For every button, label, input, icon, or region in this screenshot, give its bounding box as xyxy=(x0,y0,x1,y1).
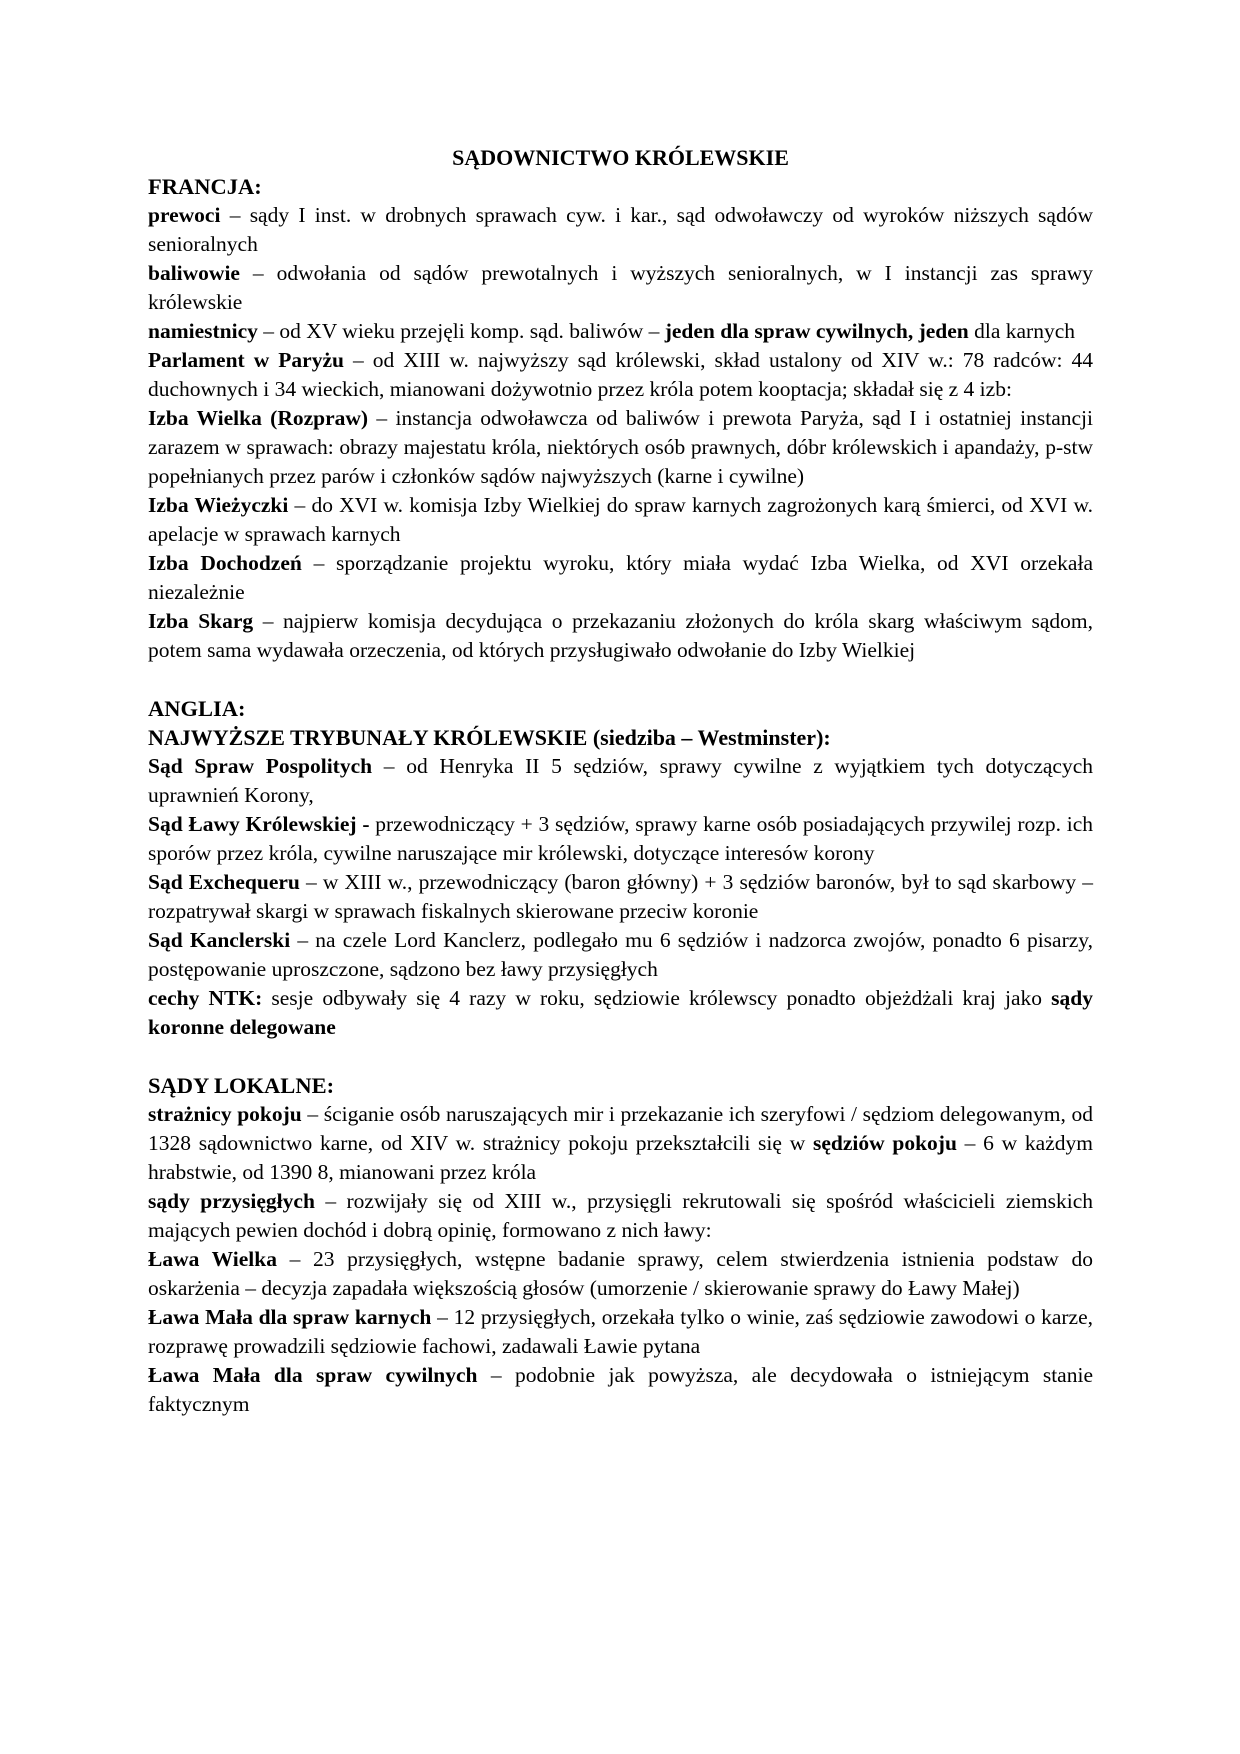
entry-term: Sąd Ławy Królewskiej - xyxy=(148,812,370,836)
entry-term: Sąd Exchequeru xyxy=(148,870,300,894)
entry-text: – do XVI w. komisja Izby Wielkiej do spraw karnych zagrożonych karą śmierci, od XVI w. apelacje w sprawach karnych xyxy=(148,493,1093,546)
entry-text: – ściganie osób naruszających mir i przekazanie ich szeryfowi / sędziom delegowanym, od 1328 sądownictwo karne, od XIV w. strażnicy pokoju przekształcili się w xyxy=(148,1102,1094,1155)
section-spacer xyxy=(148,665,1093,694)
entry-straznicy-pokoju xyxy=(148,1100,1093,1187)
entry-lawa-mala-karne xyxy=(148,1303,1093,1361)
section-heading-francja: FRANCJA: xyxy=(148,174,262,199)
entry-text: – od Henryka II 5 sędziów, sprawy cywilne z wyjątkiem tych dotyczących uprawnień Korony, xyxy=(148,754,1093,807)
entry-term: Parlament w Paryżu xyxy=(148,348,344,372)
subheading-trybunaly: NAJWYŻSZE TRYBUNAŁY KRÓLEWSKIE (siedziba – Westminster): xyxy=(148,725,831,750)
entry-sady-przysieglych xyxy=(148,1187,1093,1245)
entry-text: – podobnie jak powyższa, ale decydowała o istniejącym stanie faktycznym xyxy=(148,1363,1093,1416)
entry-lawa-mala-cywilne xyxy=(148,1361,1093,1419)
entry-term: Izba Dochodzeń xyxy=(148,551,302,575)
section-francja xyxy=(148,172,1093,665)
entry-text: – 23 przysięgłych, wstępne badanie sprawy, celem stwierdzenia istnienia podstaw do oskarżenia – decyzja zapadała większością głosów (umorzenie / skierowanie sprawy do Ławy Małej) xyxy=(148,1247,1093,1300)
entry-term: cechy NTK: xyxy=(148,986,263,1010)
entry-text: – sądy I inst. w drobnych sprawach cyw. i kar., sąd odwoławczy od wyroków niższych sądów senioralnych xyxy=(148,203,1093,256)
entry-term: sądy przysięgłych xyxy=(148,1189,315,1213)
section-anglia xyxy=(148,694,1093,1042)
section-sady-lokalne xyxy=(148,1071,1093,1419)
entry-izba-wielka xyxy=(148,404,1093,491)
entry-text: – od XIII w. najwyższy sąd królewski, skład ustalony od XIV w.: 78 radców: 44 duchownych i 34 wieckich, mianowani dożywotnio przez króla potem kooptacja; składał się z 4 izb: xyxy=(148,348,1094,401)
entry-term: Izba Skarg xyxy=(148,609,254,633)
entry-baliwowie xyxy=(148,259,1093,317)
entry-term: Ława Wielka xyxy=(148,1247,277,1271)
entry-emphasis: sądy koronne delegowane xyxy=(148,986,1093,1039)
entry-sad-spraw-pospolitych xyxy=(148,752,1093,810)
entry-izba-dochodzen xyxy=(148,549,1093,607)
document-page xyxy=(148,144,1093,1419)
entry-izba-skarg xyxy=(148,607,1093,665)
entry-text: – rozwijały się od XIII w., przysięgli rekrutowali się spośród właścicieli ziemskich mających pewien dochód i dobrą opinię, formowano z nich ławy: xyxy=(148,1189,1093,1242)
section-heading-sady-lokalne: SĄDY LOKALNE: xyxy=(148,1073,335,1098)
entry-term: namiestnicy xyxy=(148,319,258,343)
section-spacer xyxy=(148,1042,1093,1071)
entry-term: Izba Wielka (Rozpraw) xyxy=(148,406,369,430)
entry-term: baliwowie xyxy=(148,261,240,285)
entry-sad-exchequeru xyxy=(148,868,1093,926)
entry-text: – w XIII w., przewodniczący (baron główny) + 3 sędziów baronów, był to sąd skarbowy – rozpatrywał skargi w sprawach fiskalnych skierowane przeciw koronie xyxy=(148,870,1093,923)
entry-text: – od XV wieku przejęli komp. sąd. baliwów – xyxy=(257,319,665,343)
entry-emphasis: sędziów pokoju xyxy=(812,1131,957,1155)
entry-emphasis: jeden dla spraw cywilnych, jeden xyxy=(664,319,969,343)
entry-term: Ława Mała dla spraw karnych xyxy=(148,1305,432,1329)
entry-text: – odwołania od sądów prewotalnych i wyższych senioralnych, w I instancji zas sprawy królewskie xyxy=(148,261,1093,314)
entry-prewoci xyxy=(148,201,1093,259)
entry-text: sesje odbywały się 4 razy w roku, sędziowie królewscy ponadto objeżdżali kraj jako xyxy=(262,986,1052,1010)
entry-term: Izba Wieżyczki xyxy=(148,493,289,517)
entry-lawa-wielka xyxy=(148,1245,1093,1303)
entry-text: – instancja odwoławcza od baliwów i prewota Paryża, sąd I i ostatniej instancji zarazem w sprawach: obrazy majestatu króla, niektórych osób prawnych, dóbr królewskich i apandaży, p-stw popełnianych przez parów i członków sądów najwyższych (karne i cywilne) xyxy=(148,406,1094,488)
entry-izba-wiezyczki xyxy=(148,491,1093,549)
entry-text: – 12 przysięgłych, orzekała tylko o winie, zaś sędziowie zawodowi o karze, rozprawę prowadzili sędziowie fachowi, zadawali Ławie pytana xyxy=(148,1305,1093,1358)
entry-tail: dla karnych xyxy=(968,319,1075,343)
entry-term: prewoci xyxy=(148,203,221,227)
entry-sad-lawy-krolewskiej xyxy=(148,810,1093,868)
entry-term: strażnicy pokoju xyxy=(148,1102,302,1126)
entry-text: – najpierw komisja decydująca o przekazaniu złożonych do króla skarg właściwym sądom, potem sama wydawała orzeczenia, od których przysługiwało odwołanie do Izby Wielkiej xyxy=(148,609,1093,662)
entry-term: Ława Mała dla spraw cywilnych xyxy=(148,1363,478,1387)
entry-text: – na czele Lord Kanclerz, podlegało mu 6 sędziów i nadzorca zwojów, ponadto 6 pisarzy, postępowanie uproszczone, sądzono bez ławy przysięgłych xyxy=(148,928,1094,981)
entry-text: przewodniczący + 3 sędziów, sprawy karne osób posiadających przywilej rozp. ich sporów przez króla, cywilne naruszające mir królewski, dotyczące interesów korony xyxy=(148,812,1093,865)
entry-namiestnicy xyxy=(148,317,1093,346)
entry-term: Sąd Spraw Pospolitych xyxy=(148,754,373,778)
entry-sad-kanclerski xyxy=(148,926,1093,984)
entry-tail: – 6 w każdym hrabstwie, od 1390 8, mianowani przez króla xyxy=(148,1131,1093,1184)
entry-text: – sporządzanie projektu wyroku, który miała wydać Izba Wielka, od XVI orzekała niezależnie xyxy=(148,551,1093,604)
entry-cechy-ntk xyxy=(148,984,1093,1042)
entry-term: Sąd Kanclerski xyxy=(148,928,291,952)
entry-parlament xyxy=(148,346,1093,404)
section-heading-anglia: ANGLIA: xyxy=(148,696,246,721)
document-title: SĄDOWNICTWO KRÓLEWSKIE xyxy=(452,145,789,170)
